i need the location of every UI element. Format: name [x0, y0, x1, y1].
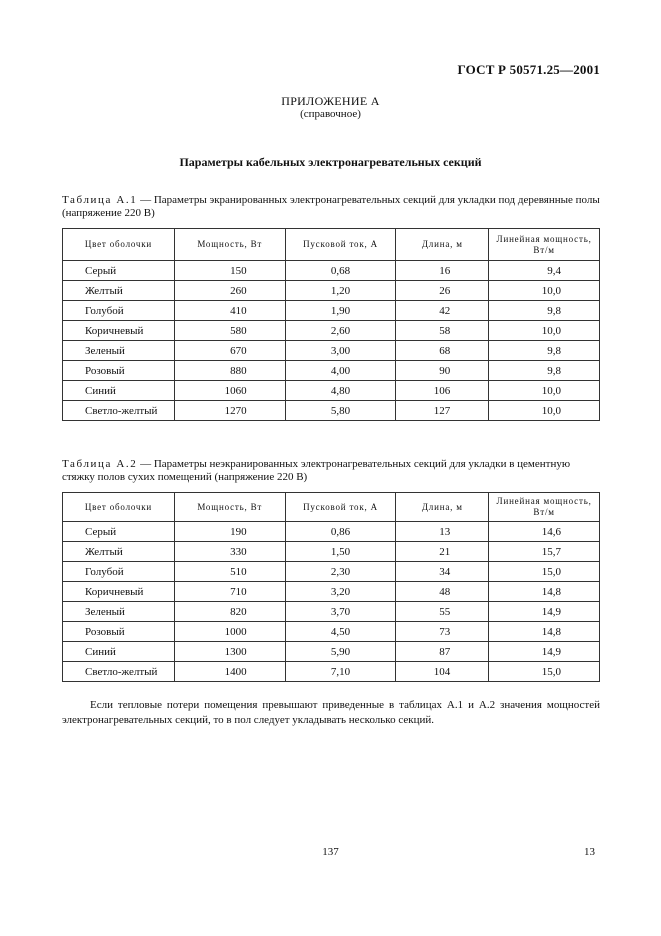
table-cell: Зеленый — [63, 602, 175, 622]
table-cell: 14,6 — [489, 522, 600, 542]
table-cell: 5,80 — [285, 401, 396, 421]
page-number: 137 — [322, 846, 339, 858]
table-cell: 1,50 — [285, 542, 396, 562]
table-cell: 4,00 — [285, 361, 396, 381]
table-row — [63, 582, 600, 602]
table-cell: 68 — [396, 341, 489, 361]
table-cell: 3,20 — [285, 582, 396, 602]
table-cell: 190 — [174, 522, 285, 542]
table-cell: 670 — [174, 341, 285, 361]
table-row — [63, 401, 600, 421]
table-cell: 15,0 — [489, 562, 600, 582]
table-cell: 14,9 — [489, 642, 600, 662]
section-title: Параметры кабельных электронагревательных секций — [179, 155, 482, 169]
table-cell: 9,8 — [489, 361, 600, 381]
table-cell: 13 — [396, 522, 489, 542]
table1-header-linear-power: Линейная мощность, Вт/м — [489, 229, 600, 261]
table-row — [63, 602, 600, 622]
table-cell: 73 — [396, 622, 489, 642]
table-cell: 3,70 — [285, 602, 396, 622]
table-row — [63, 381, 600, 401]
table-cell: 2,30 — [285, 562, 396, 582]
table-cell: 10,0 — [489, 321, 600, 341]
table-cell: 127 — [396, 401, 489, 421]
table2-label: Таблица А.2 — [62, 458, 138, 470]
table-cell: 880 — [174, 361, 285, 381]
table-cell: 55 — [396, 602, 489, 622]
table1-label: Таблица А.1 — [62, 194, 138, 206]
table2-header-row — [63, 493, 600, 522]
table-row — [63, 261, 600, 281]
table-cell: 1060 — [174, 381, 285, 401]
table-cell: 0,86 — [285, 522, 396, 542]
table-row — [63, 642, 600, 662]
table-cell: 34 — [396, 562, 489, 582]
table-cell: 580 — [174, 321, 285, 341]
table-cell: 104 — [396, 662, 489, 682]
table-cell: 87 — [396, 642, 489, 662]
standard-code: ГОСТ Р 50571.25—2001 — [457, 62, 600, 77]
table-row — [63, 281, 600, 301]
table-cell: Голубой — [63, 301, 175, 321]
table-cell: 1270 — [174, 401, 285, 421]
table-cell: 10,0 — [489, 381, 600, 401]
table-cell: 14,8 — [489, 582, 600, 602]
table-cell: 42 — [396, 301, 489, 321]
table-row — [63, 361, 600, 381]
table-cell: 9,8 — [489, 301, 600, 321]
table2-header-power: Мощность, Вт — [174, 493, 285, 522]
table-cell: Зеленый — [63, 341, 175, 361]
sheet-number: 13 — [584, 846, 595, 858]
table-cell: 90 — [396, 361, 489, 381]
table-cell: 820 — [174, 602, 285, 622]
table2 — [62, 492, 600, 682]
table-cell: 14,9 — [489, 602, 600, 622]
table-cell: Голубой — [63, 562, 175, 582]
table-cell: 58 — [396, 321, 489, 341]
table-cell: Светло-желтый — [63, 662, 175, 682]
table1-body — [63, 261, 600, 421]
table1-caption — [62, 194, 602, 220]
table-cell: 4,80 — [285, 381, 396, 401]
table-row — [63, 341, 600, 361]
table1-header-power: Мощность, Вт — [174, 229, 285, 261]
table-cell: Серый — [63, 261, 175, 281]
table-cell: 9,8 — [489, 341, 600, 361]
table-cell: 15,0 — [489, 662, 600, 682]
table-cell: Розовый — [63, 622, 175, 642]
table-row — [63, 562, 600, 582]
table-cell: 2,60 — [285, 321, 396, 341]
table1-caption-text: — Параметры экранированных электронагревательных секций для укладки под деревянные полы (напряжение 220 В) — [62, 194, 600, 219]
table-cell: 15,7 — [489, 542, 600, 562]
table-cell: 1000 — [174, 622, 285, 642]
table-cell: 10,0 — [489, 401, 600, 421]
table-cell: Коричневый — [63, 582, 175, 602]
table2-caption — [62, 458, 602, 484]
table-cell: 10,0 — [489, 281, 600, 301]
table-row — [63, 301, 600, 321]
table-cell: Синий — [63, 642, 175, 662]
table-cell: 1,20 — [285, 281, 396, 301]
table-cell: 330 — [174, 542, 285, 562]
table-cell: Синий — [63, 381, 175, 401]
table2-body — [63, 522, 600, 682]
table-cell: 410 — [174, 301, 285, 321]
table-cell: 9,4 — [489, 261, 600, 281]
table-cell: 150 — [174, 261, 285, 281]
table1-header-length: Длина, м — [396, 229, 489, 261]
table1-header-current: Пусковой ток, А — [285, 229, 396, 261]
table-cell: Светло-желтый — [63, 401, 175, 421]
table-cell: 7,10 — [285, 662, 396, 682]
table-cell: Желтый — [63, 281, 175, 301]
table-cell: Желтый — [63, 542, 175, 562]
table-cell: 1300 — [174, 642, 285, 662]
table2-header-linear-power: Линейная мощность, Вт/м — [489, 493, 600, 522]
table1 — [62, 228, 600, 421]
table-cell: 260 — [174, 281, 285, 301]
table2-header-color: Цвет оболочки — [63, 493, 175, 522]
table2-caption-text: — Параметры неэкранированных электронагревательных секций для укладки в цементную стяжку полов сухих помещений (напряжение 220 В) — [62, 458, 571, 483]
table-cell: 5,90 — [285, 642, 396, 662]
table1-header-color: Цвет оболочки — [63, 229, 175, 261]
table-cell: Серый — [63, 522, 175, 542]
table-cell: 106 — [396, 381, 489, 401]
table1-header-row — [63, 229, 600, 261]
table-cell: 4,50 — [285, 622, 396, 642]
table-cell: 1400 — [174, 662, 285, 682]
table-cell: 710 — [174, 582, 285, 602]
table-cell: 48 — [396, 582, 489, 602]
table-cell: 1,90 — [285, 301, 396, 321]
table2-header-length: Длина, м — [396, 493, 489, 522]
table-cell: 26 — [396, 281, 489, 301]
table2-header-current: Пусковой ток, А — [285, 493, 396, 522]
table-cell: 21 — [396, 542, 489, 562]
appendix-title: ПРИЛОЖЕНИЕ А — [281, 94, 380, 108]
table-cell: 16 — [396, 261, 489, 281]
note-paragraph: Если тепловые потери помещения превышают приведенные в таблицах А.1 и А.2 значения мощностей электронагревательных секций, то в пол следует укладывать несколько секций. — [62, 699, 600, 726]
table-row — [63, 542, 600, 562]
table-row — [63, 622, 600, 642]
table-row — [63, 321, 600, 341]
table-cell: 0,68 — [285, 261, 396, 281]
table-cell: 14,8 — [489, 622, 600, 642]
table-cell: 3,00 — [285, 341, 396, 361]
table-row — [63, 522, 600, 542]
table-cell: Коричневый — [63, 321, 175, 341]
appendix-subtitle: (справочное) — [300, 108, 361, 120]
table-cell: Розовый — [63, 361, 175, 381]
table-cell: 510 — [174, 562, 285, 582]
table-row — [63, 662, 600, 682]
